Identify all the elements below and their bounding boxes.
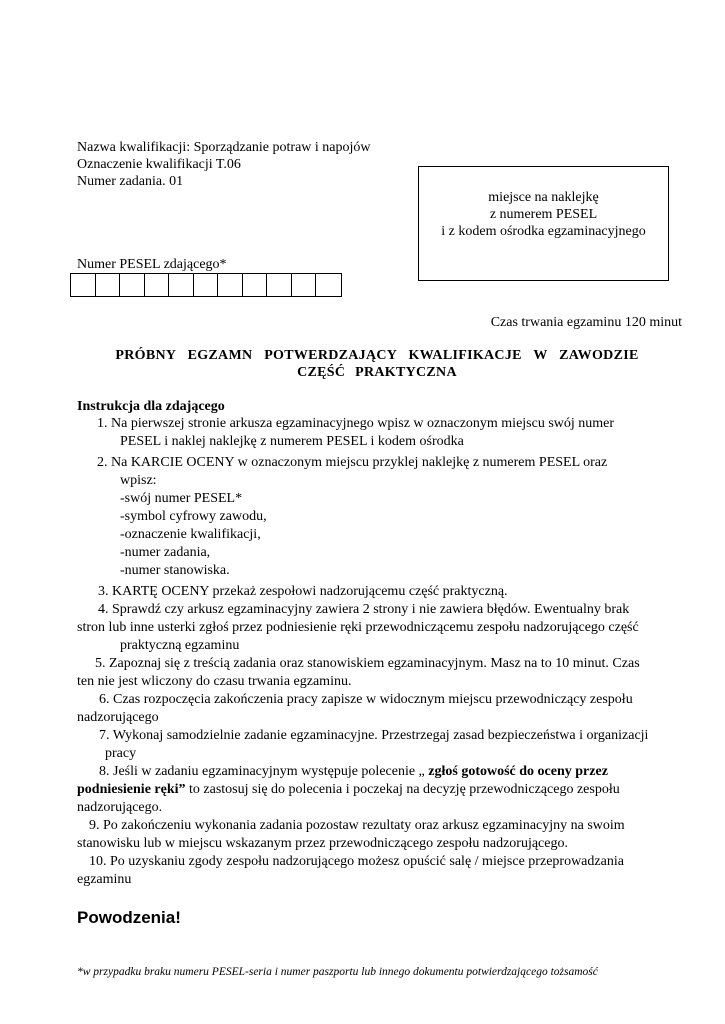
instructions: [77, 398, 677, 889]
exam-title: [77, 347, 677, 381]
exam-title-line-2: CZĘŚĆ PRAKTYCZNA: [297, 365, 457, 380]
instruction-7a: 7. Wykonaj samodzielnie zadanie egzaminacyjne. Przestrzegaj zasad bezpieczeństwa i organizacji: [99, 728, 649, 743]
exam-title-line-1: PRÓBNY EGZAMN POTWERDZAJĄCY KWALIFIKACJE W ZAWODZIE: [115, 348, 639, 363]
instruction-1a: 1. Na pierwszej stronie arkusza egzaminacyjnego wpisz w oznaczonym miejscu swój numer: [97, 416, 615, 431]
qualification-code: Oznaczenie kwalifikacji T.06: [77, 157, 241, 172]
instruction-5b: ten nie jest wliczony do czasu trwania egzaminu.: [77, 674, 352, 689]
instruction-4c: praktyczną egzaminu: [120, 638, 240, 653]
pesel-cell[interactable]: [194, 274, 219, 296]
instruction-2f: -numer zadania,: [120, 545, 211, 560]
good-luck-text: Powodzenia!: [77, 908, 181, 927]
pesel-cell[interactable]: [169, 274, 194, 296]
instruction-10b: egzaminu: [77, 872, 132, 887]
pesel-cell[interactable]: [292, 274, 317, 296]
pesel-cell[interactable]: [316, 274, 341, 296]
pesel-cell[interactable]: [145, 274, 170, 296]
exam-header: [77, 139, 371, 190]
instruction-4a: 4. Sprawdź czy arkusz egzaminacyjny zawiera 2 strony i nie zawiera błędów. Ewentualny brak: [98, 602, 630, 617]
pesel-cell[interactable]: [96, 274, 121, 296]
pesel-input-grid[interactable]: [70, 273, 342, 297]
instructions-heading: Instrukcja dla zdającego: [77, 399, 225, 414]
instruction-6a: 6. Czas rozpoczęcia zakończenia pracy zapisze w widocznym miejscu przewodniczący zespołu: [99, 692, 633, 707]
instruction-8b-bold: podniesienie ręki”: [77, 782, 186, 797]
instruction-8c: nadzorującego.: [77, 800, 163, 815]
pesel-cell[interactable]: [267, 274, 292, 296]
instruction-8b-text: to zastosuj się do polecenia i poczekaj na decyzję przewodniczącego zespołu: [185, 782, 620, 797]
instruction-2g: -numer stanowiska.: [120, 563, 230, 578]
pesel-cell[interactable]: [218, 274, 243, 296]
instruction-2d: -symbol cyfrowy zawodu,: [120, 509, 267, 524]
instruction-8b: [77, 781, 677, 799]
instruction-8a-bold: zgłoś gotowość do oceny przez: [424, 764, 608, 779]
task-number: Numer zadania. 01: [77, 174, 184, 189]
instruction-7b: pracy: [105, 746, 137, 761]
exam-duration: Czas trwania egzaminu 120 minut: [490, 315, 682, 330]
instruction-10a: 10. Po uzyskaniu zgody zespołu nadzorującego możesz opuścić salę / miejsce przeprowadzania: [89, 854, 624, 869]
qualification-name: Nazwa kwalifikacji: Sporządzanie potraw i napojów: [77, 140, 371, 155]
instruction-8a: [77, 763, 677, 781]
instruction-8a-text: 8. Jeśli w zadaniu egzaminacyjnym występuje polecenie „: [99, 764, 425, 779]
instruction-3: 3. KARTĘ OCENY przekaż zespołowi nadzorującemu część praktyczną.: [98, 584, 508, 599]
pesel-cell[interactable]: [120, 274, 145, 296]
instruction-2c: -swój numer PESEL*: [120, 491, 243, 506]
footnote: *w przypadku braku numeru PESEL-seria i numer paszportu lub innego dokumentu potwierdzającego tożsamość: [77, 966, 598, 978]
pesel-cell[interactable]: [71, 274, 96, 296]
instruction-2a: 2. Na KARCIE OCENY w oznaczonym miejscu przyklej naklejkę z numerem PESEL oraz: [97, 455, 608, 470]
instruction-2e: -oznaczenie kwalifikacji,: [120, 527, 261, 542]
sticker-line-2: z numerem PESEL: [489, 207, 598, 222]
sticker-placeholder-box: [418, 166, 669, 281]
pesel-cell[interactable]: [243, 274, 268, 296]
instruction-2b: wpisz:: [120, 473, 157, 488]
instruction-6b: nadzorującego: [77, 710, 159, 725]
instruction-9a: 9. Po zakończeniu wykonania zadania pozostaw rezultaty oraz arkusz egzaminacyjny na swoim: [89, 818, 625, 833]
instruction-5a: 5. Zapoznaj się z treścią zadania oraz stanowiskiem egzaminacyjnym. Masz na to 10 minut. Czas: [95, 656, 640, 671]
instruction-1b: PESEL i naklej naklejkę z numerem PESEL i kodem ośrodka: [120, 434, 464, 449]
instruction-9b: stanowisku lub w miejscu wskazanym przez przewodniczącego zespołu nadzorującego.: [77, 836, 568, 851]
sticker-line-3: i z kodem ośrodka egzaminacyjnego: [441, 224, 646, 239]
pesel-label: Numer PESEL zdającego*: [77, 257, 227, 272]
sticker-line-1: miejsce na naklejkę: [488, 190, 599, 205]
instruction-4b: stron lub inne usterki zgłoś przez podniesienie ręki przewodniczącemu zespołu nadzorującego część: [77, 620, 639, 635]
